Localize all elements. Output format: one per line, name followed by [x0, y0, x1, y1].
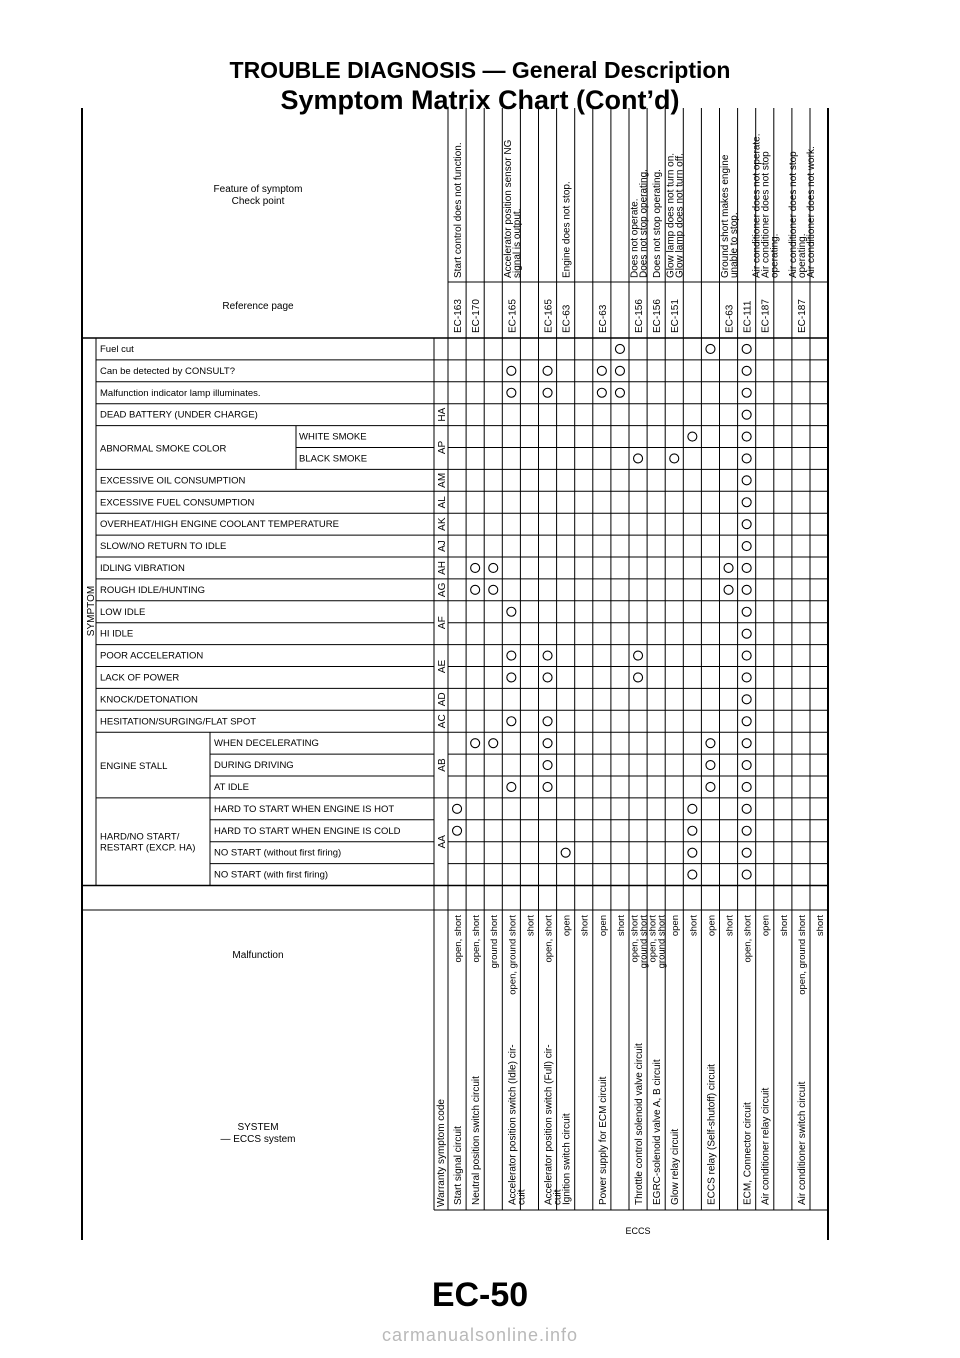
reference-page: EC-187 [760, 299, 772, 333]
system-label: — ECCS system [220, 1134, 296, 1145]
check-mark [543, 388, 552, 397]
symptom-row-label: Malfunction indicator lamp illuminates. [100, 387, 261, 399]
symptom-row-label: HARD TO START WHEN ENGINE IS HOT [214, 803, 395, 815]
check-mark [706, 739, 715, 748]
check-mark [597, 366, 606, 375]
check-mark [507, 388, 516, 397]
feature-text: signal is output. [511, 208, 523, 278]
check-mark [543, 651, 552, 660]
malfunction-text: short [688, 915, 700, 937]
reference-page: EC-156 [634, 299, 645, 333]
malfunction-text: short [815, 915, 826, 937]
warranty-code: AH [437, 560, 448, 575]
check-mark [742, 804, 751, 813]
reference-page-label: Reference page [222, 301, 294, 312]
check-mark [597, 388, 606, 397]
check-mark [742, 695, 751, 704]
system-text: ECM, Connector circuit [742, 1102, 754, 1205]
warranty-code: AF [437, 616, 448, 630]
malfunction-text: open [670, 915, 682, 937]
malfunction-text: open [706, 915, 718, 937]
check-mark [742, 542, 751, 551]
system-text: Start signal circuit [453, 1126, 464, 1205]
check-mark [634, 651, 643, 660]
check-mark [507, 366, 516, 375]
check-mark [634, 454, 643, 463]
malfunction-text: open, short [453, 915, 464, 963]
eccs-label: ECCS [625, 1226, 651, 1236]
symptom-row-label: OVERHEAT/HIGH ENGINE COOLANT TEMPERATURE [100, 519, 339, 531]
symptom-row-label: HI IDLE [100, 628, 134, 640]
check-mark [742, 454, 751, 463]
warranty-code: HA [437, 407, 448, 422]
malfunction-text: short [579, 915, 591, 937]
page-title: TROUBLE DIAGNOSIS — General Description [229, 57, 731, 83]
system-text: Glow relay circuit [670, 1128, 682, 1205]
feature-of-symptom-label: Feature of symptom [213, 184, 303, 195]
check-mark [742, 739, 751, 748]
check-mark [615, 366, 624, 375]
malfunction-text: open [561, 915, 573, 937]
check-mark [507, 607, 516, 616]
malfunction-text: open [760, 915, 772, 937]
check-mark [561, 848, 570, 857]
check-mark [543, 366, 552, 375]
check-mark [742, 870, 751, 879]
warranty-code: AC [437, 714, 448, 729]
reference-page: EC-111 [742, 300, 754, 333]
feature-text: Start control does not function. [453, 142, 464, 278]
check-mark [507, 673, 516, 682]
warranty-code: AD [437, 692, 448, 707]
system-text: Power supply for ECM circuit [597, 1076, 609, 1205]
warranty-code: AA [437, 835, 448, 849]
check-mark [742, 563, 751, 572]
feature-text: Air conditioner does not stop [760, 151, 772, 278]
malfunction-text: short [525, 915, 537, 937]
check-mark [471, 739, 480, 748]
malfunction-text: open, short [647, 915, 659, 963]
malfunction-text: open [597, 915, 609, 937]
check-mark [742, 520, 751, 529]
check-mark [742, 410, 751, 419]
reference-page: EC-63 [597, 304, 609, 333]
check-mark [706, 344, 715, 353]
symptom-label: SYMPTOM [86, 585, 97, 637]
symptom-row-label: WHEN DECELERATING [214, 738, 319, 750]
malfunction-text: ground short [489, 915, 501, 969]
check-mark [507, 651, 516, 660]
symptom-group-label: RESTART (EXCP. HA) [100, 842, 196, 854]
feature-text: operating. [769, 233, 781, 278]
check-mark [742, 607, 751, 616]
warranty-code: AP [437, 440, 448, 455]
feature-text: Does not stop operating. [638, 169, 650, 278]
check-mark [742, 629, 751, 638]
feature-text: Glow lamp does not turn off. [674, 153, 686, 278]
feature-text: Glow lamp does not turn on. [665, 152, 677, 278]
check-mark [688, 804, 697, 813]
symptom-row-label: Fuel cut [100, 344, 134, 355]
check-mark [453, 826, 462, 835]
feature-text: Engine does not stop. [561, 181, 573, 278]
feature-text: unable to stop. [729, 212, 740, 278]
system-text: Ignition switch circuit [561, 1113, 573, 1205]
check-mark [543, 673, 552, 682]
symptom-row-label: WHITE SMOKE [299, 431, 367, 443]
symptom-row-label: EXCESSIVE FUEL CONSUMPTION [100, 497, 255, 509]
feature-text: Air conditioner does not stop [787, 151, 799, 278]
symptom-row-label: AT IDLE [214, 782, 250, 793]
check-mark [742, 673, 751, 682]
page-subtitle: Symptom Matrix Chart (Cont’d) [280, 85, 680, 115]
symptom-row-label: LOW IDLE [100, 606, 146, 618]
feature-text: Does not stop operating. [652, 169, 664, 278]
reference-page: EC-163 [453, 299, 464, 333]
warranty-code: AL [437, 496, 448, 509]
check-mark [724, 585, 733, 594]
warranty-code: AK [437, 517, 448, 531]
check-mark [471, 563, 480, 572]
check-mark [742, 761, 751, 770]
check-mark [489, 585, 498, 594]
symptom-row-label: ROUGH IDLE/HUNTING [100, 584, 206, 596]
system-text: cuit [516, 1189, 528, 1205]
reference-page: EC-63 [724, 304, 736, 333]
symptom-row-label: EXCESSIVE OIL CONSUMPTION [100, 475, 246, 487]
warranty-code: AG [437, 582, 448, 598]
check-mark [543, 717, 552, 726]
warranty-code: AM [437, 472, 448, 488]
reference-page: EC-156 [652, 299, 664, 333]
malfunction-text: short [724, 915, 736, 937]
check-mark [543, 739, 552, 748]
system-text: Throttle control solenoid valve circuit [634, 1043, 645, 1205]
symptom-row-label: SLOW/NO RETURN TO IDLE [100, 541, 227, 553]
malfunction-text: short [615, 915, 627, 937]
reference-page: EC-151 [670, 299, 682, 333]
system-text: Air conditioner relay circuit [760, 1087, 772, 1205]
check-mark [634, 673, 643, 682]
warranty-code: AB [437, 758, 448, 772]
system-label: SYSTEM [237, 1122, 279, 1133]
system-text: Accelerator position switch (Idle) cir- [507, 1044, 519, 1205]
check-mark [489, 739, 498, 748]
symptom-row-label: Can be detected by CONSULT? [100, 365, 236, 377]
check-mark [543, 782, 552, 791]
reference-page: EC-187 [796, 299, 808, 333]
feature-text: operating. [796, 233, 808, 278]
symptom-row-label: NO START (with first firing) [214, 869, 329, 881]
malfunction-text: ground short [638, 915, 650, 969]
check-mark [742, 585, 751, 594]
check-point-label: Check point [231, 196, 285, 207]
check-mark [742, 848, 751, 857]
symptom-row-label: LACK OF POWER [100, 672, 180, 684]
system-text: Air conditioner switch circuit [796, 1081, 808, 1205]
symptom-row-label: NO START (without first firing) [214, 847, 342, 859]
symptom-row-label: BLACK SMOKE [299, 453, 368, 465]
reference-page: EC-170 [471, 299, 483, 333]
malfunction-text: ground short [656, 915, 668, 969]
check-mark [507, 717, 516, 726]
malfunction-text: open, ground short [507, 915, 519, 995]
check-mark [688, 870, 697, 879]
system-text: Accelerator position switch (Full) cir- [543, 1044, 555, 1205]
malfunction-text: open, short [471, 915, 483, 963]
check-mark [507, 782, 516, 791]
malfunction-text: open, short [629, 915, 641, 963]
feature-text: Air conditioner does not operate. [751, 133, 763, 278]
symptom-row-label: KNOCK/DETONATION [100, 694, 198, 706]
check-mark [742, 826, 751, 835]
symptom-row-label: HARD TO START WHEN ENGINE IS COLD [214, 825, 401, 837]
check-mark [742, 782, 751, 791]
feature-text: Air conditioner does not work. [805, 146, 817, 278]
malfunction-text: open, short [543, 915, 555, 963]
system-text: cuit [552, 1189, 564, 1205]
check-mark [742, 651, 751, 660]
system-text: ECCS relay (Self-shutoff) circuit [706, 1064, 718, 1205]
check-mark [742, 344, 751, 353]
warranty-symptom-code-label: Warranty symptom code [436, 1099, 447, 1207]
reference-page: EC-165 [543, 299, 555, 333]
malfunction-text: open, ground short [796, 915, 808, 995]
warranty-code: AJ [437, 540, 448, 552]
check-mark [742, 388, 751, 397]
malfunction-text: short [778, 915, 790, 937]
watermark: carmanualsonline.info [381, 1325, 579, 1345]
check-mark [489, 563, 498, 572]
check-mark [724, 563, 733, 572]
system-text: EGRC-solenoid valve A, B circuit [652, 1059, 664, 1205]
reference-page: EC-165 [507, 299, 519, 333]
feature-text: Accelerator position sensor NG [502, 139, 514, 278]
check-mark [615, 344, 624, 353]
feature-text: Does not operate. [629, 198, 641, 278]
symptom-row-label: POOR ACCELERATION [100, 650, 204, 662]
check-mark [543, 761, 552, 770]
check-mark [742, 717, 751, 726]
malfunction-label: Malfunction [232, 950, 284, 961]
malfunction-text: open, short [742, 915, 754, 963]
check-mark [742, 366, 751, 375]
check-mark [471, 585, 480, 594]
check-mark [688, 432, 697, 441]
symptom-row-label: HESITATION/SURGING/FLAT SPOT [100, 716, 257, 728]
warranty-code: AE [437, 659, 448, 674]
check-mark [742, 476, 751, 485]
check-mark [706, 782, 715, 791]
check-mark [688, 826, 697, 835]
symptom-row-label: DEAD BATTERY (UNDER CHARGE) [100, 409, 258, 421]
check-mark [742, 432, 751, 441]
symptom-group-label: ABNORMAL SMOKE COLOR [100, 443, 227, 455]
system-text: Neutral position switch circuit [471, 1076, 483, 1205]
symptom-row-label: DURING DRIVING [214, 760, 294, 772]
check-mark [706, 761, 715, 770]
check-mark [742, 498, 751, 507]
symptom-group-label: ENGINE STALL [100, 761, 168, 773]
symptom-group-label: HARD/NO START/ [100, 831, 180, 843]
symptom-row-label: IDLING VIBRATION [100, 563, 185, 574]
feature-text: Ground short makes engine [720, 154, 731, 278]
check-mark [670, 454, 679, 463]
check-mark [688, 848, 697, 857]
check-mark [453, 804, 462, 813]
page-number: EC-50 [431, 1276, 529, 1314]
check-mark [615, 388, 624, 397]
reference-page: EC-63 [561, 304, 573, 333]
